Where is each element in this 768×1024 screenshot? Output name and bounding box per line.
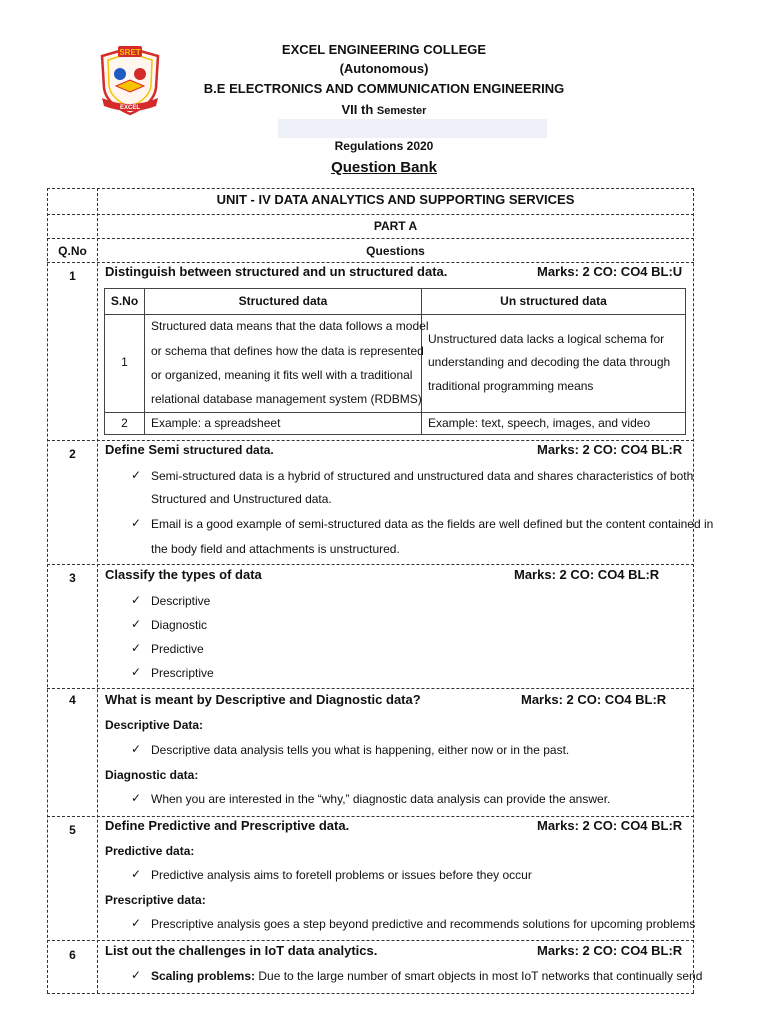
grid-line [47,440,694,441]
table-border [144,288,145,435]
answer-subheading: Descriptive Data: [105,718,204,732]
table-cell-structured: or schema that defines how the data is represented [151,344,424,358]
logo-text-excel: EXCEL [119,105,141,111]
table-cell-sno: 2 [121,416,128,430]
questions-header: Questions [366,244,425,258]
question-number: 4 [69,693,76,707]
check-icon: ✓ [131,968,142,982]
table-header-sno: S.No [110,294,139,308]
check-icon: ✓ [131,593,142,607]
table-border [104,288,686,289]
table-cell-structured: Structured data means that the data follows a model [151,319,429,333]
answer-text: Descriptive data analysis tells you what is happening, either now or in the past. [151,743,570,757]
check-icon: ✓ [131,665,142,679]
answer-text: the body field and attachments is unstructured. [151,542,400,556]
table-border [104,434,686,435]
grid-line [97,188,98,993]
check-icon: ✓ [131,742,142,756]
answer-text: Semi-structured data is a hybrid of structured and unstructured data and shares characteristics of both [151,469,694,483]
table-cell-unstructured: understanding and decoding the data through [428,355,671,369]
table-cell-unstructured: traditional programming means [428,379,594,393]
table-cell-structured: relational database management system (RDBMS) [151,392,422,406]
question-number: 5 [69,823,76,837]
table-header-structured: Structured data [238,294,328,308]
check-icon: ✓ [131,641,142,655]
grid-line [47,262,694,263]
page-title: Question Bank [331,159,437,176]
answer-subheading: Predictive data: [105,844,195,858]
table-border [104,314,686,315]
answer-text: When you are interested in the “why,” diagnostic data analysis can provide the answer. [151,792,611,806]
grid-line [47,940,694,941]
question-title-part: structured data. [183,443,274,457]
grid-line [47,188,48,993]
grid-line [47,188,694,189]
question-title [105,443,274,457]
grid-line [47,564,694,565]
autonomous-label: (Autonomous) [339,61,429,76]
table-cell-unstructured: Example: text, speech, images, and video [428,416,651,430]
question-number: 3 [69,571,76,585]
grid-line [693,188,694,993]
table-border [685,288,686,435]
unit-title: UNIT - IV DATA ANALYTICS AND SUPPORTING SERVICES [216,192,575,207]
answer-subheading: Diagnostic data: [105,768,199,782]
question-marks: Marks: 2 CO: CO4 BL:R [537,943,683,958]
question-title: Define Predictive and Prescriptive data. [105,818,350,833]
check-icon: ✓ [131,916,142,930]
college-name: EXCEL ENGINEERING COLLEGE [281,42,487,57]
blank-highlight-strip [278,119,547,138]
answer-text: Diagnostic [151,618,208,632]
question-title: What is meant by Descriptive and Diagnostic data? [105,692,421,707]
question-number: 1 [69,269,76,283]
question-title: Distinguish between structured and un structured data. [105,264,448,279]
check-icon: ✓ [131,617,142,631]
part-label: PART A [373,219,418,233]
check-icon: ✓ [131,791,142,805]
question-number: 6 [69,948,76,962]
question-number: 2 [69,447,76,461]
question-title: List out the challenges in IoT data analytics. [105,943,378,958]
answer-text-rest: Due to the large number of smart objects in most IoT networks that continually send [255,969,703,983]
logo-text-sret: SRET [119,48,141,57]
answer-text: Predictive analysis aims to foretell problems or issues before they occur [151,868,532,882]
answer-text: Prescriptive [151,666,214,680]
question-marks: Marks: 2 CO: CO4 BL:R [537,818,683,833]
semester-line [0,102,768,119]
question-marks: Marks: 2 CO: CO4 BL:R [537,442,683,457]
check-icon: ✓ [131,867,142,881]
answer-text: Email is a good example of semi-structured data as the fields are well defined but the content contained in [151,517,714,531]
check-icon: ✓ [131,516,142,530]
grid-line [47,993,694,994]
answer-term: Scaling problems: [151,969,256,983]
table-cell-sno: 1 [121,355,128,369]
question-marks: Marks: 2 CO: CO4 BL:R [514,567,660,582]
answer-text: Predictive [151,642,204,656]
question-marks: Marks: 2 CO: CO4 BL:R [521,692,667,707]
answer-text [151,969,703,983]
question-title-part: Define Semi [105,442,184,457]
question-marks: Marks: 2 CO: CO4 BL:U [537,264,683,279]
question-title: Classify the types of data [105,567,262,582]
semester-number: VII th [341,102,374,117]
table-cell-structured: or organized, meaning it fits well with a traditional [151,368,413,382]
grid-line [47,816,694,817]
table-header-unstructured: Un structured data [500,294,607,308]
grid-line [47,238,694,239]
check-icon: ✓ [131,468,142,482]
table-border [104,412,686,413]
grid-line [47,214,694,215]
qno-header: Q.No [58,244,87,258]
answer-subheading: Prescriptive data: [105,893,206,907]
table-border [421,288,422,435]
regulations-label: Regulations 2020 [334,139,434,153]
department-name: B.E ELECTRONICS AND COMMUNICATION ENGINEERING [203,81,565,96]
table-cell-unstructured: Unstructured data lacks a logical schema for [428,332,665,346]
semester-word: Semester [376,105,427,117]
answer-text: Structured and Unstructured data. [151,492,332,506]
answer-text: Descriptive [151,594,211,608]
table-cell-structured: Example: a spreadsheet [151,416,281,430]
answer-text: Prescriptive analysis goes a step beyond predictive and recommends solutions for upcoming problems [151,917,696,931]
grid-line [47,688,694,689]
